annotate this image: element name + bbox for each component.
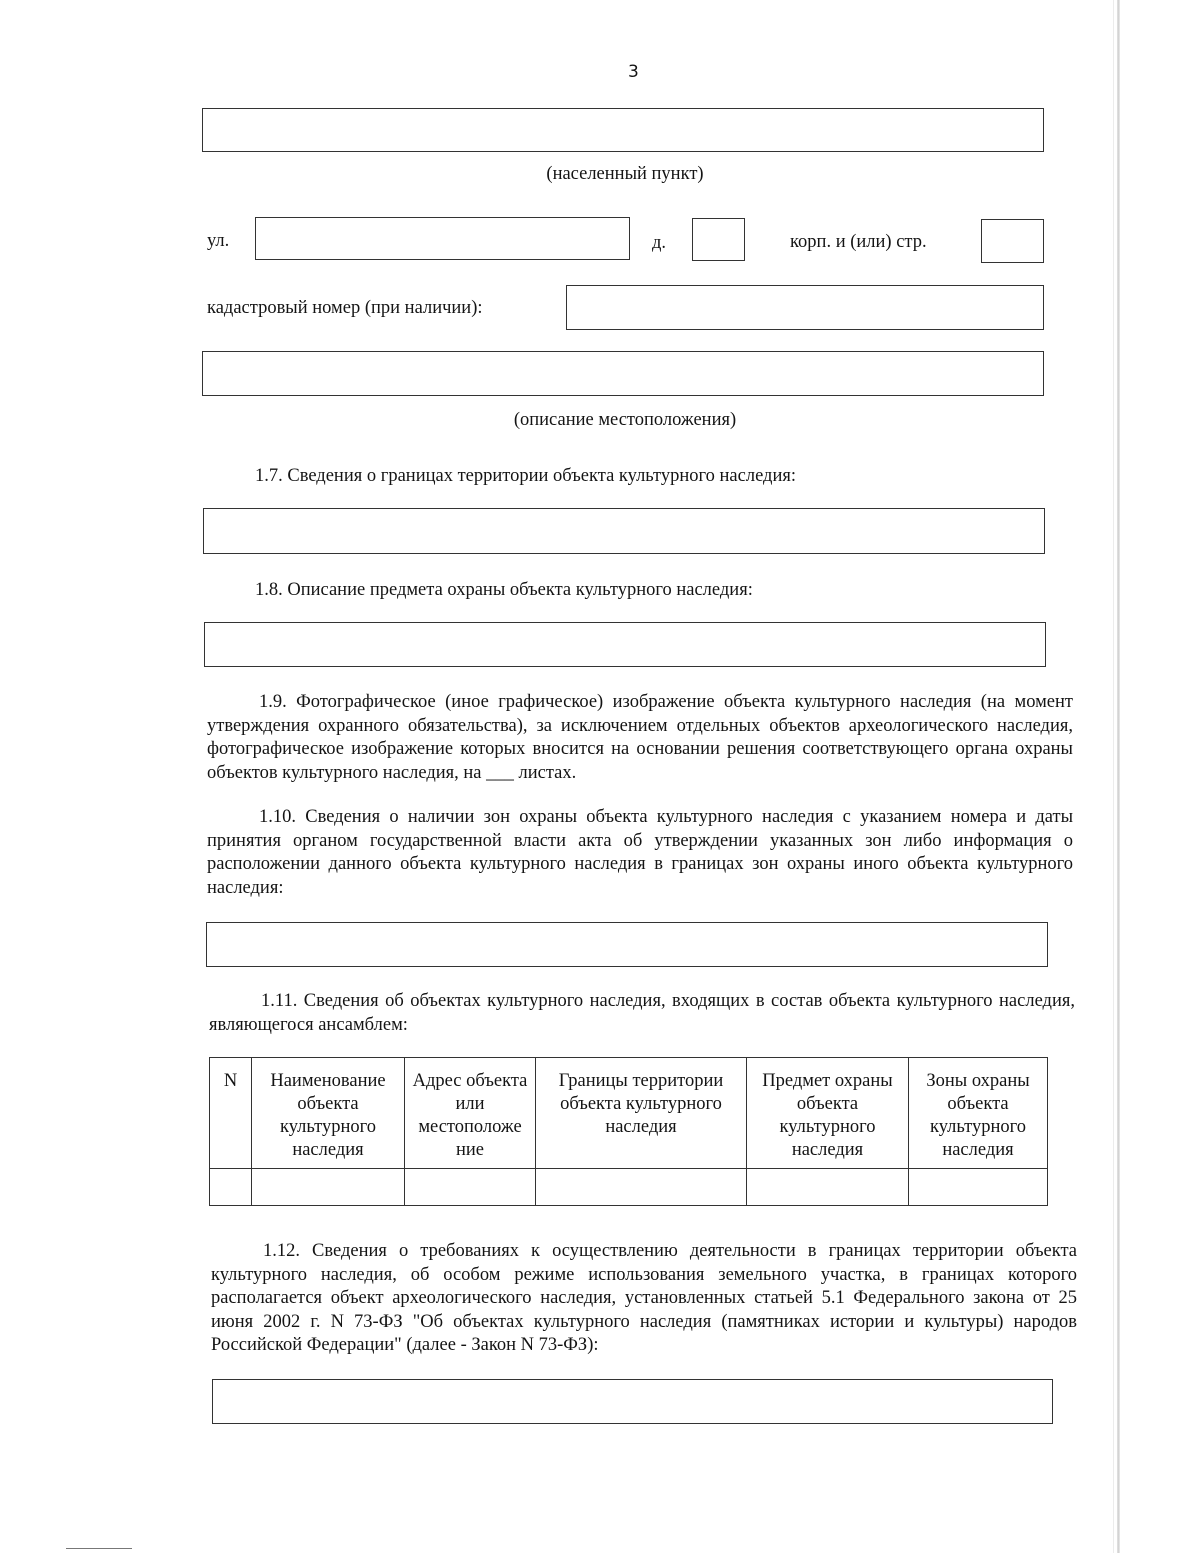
location-description-field[interactable] xyxy=(202,351,1044,396)
table-cell-name[interactable] xyxy=(252,1169,405,1206)
house-field[interactable] xyxy=(692,218,745,261)
table-header-row xyxy=(210,1058,1048,1169)
section-1-9-text: 1.9. Фотографическое (иное графическое) изображение объекта культурного наследия (на момент утверждения охранного обязательства), за исключением отдельных объектов археологического наследия, фотографическое изображение которых вносится на основании решения соответствующего органа охраны объектов культурного наследия, на ___ листах. xyxy=(207,692,1073,783)
section-1-12-paragraph xyxy=(211,1240,1077,1358)
table-cell-address[interactable] xyxy=(405,1169,536,1206)
footnote-divider xyxy=(66,1548,132,1549)
section-1-8-heading: 1.8. Описание предмета охраны объекта культурного наследия: xyxy=(255,580,753,600)
column-header-name: Наименование объекта культурного наследия xyxy=(252,1058,405,1169)
section-1-10-text: 1.10. Сведения о наличии зон охраны объекта культурного наследия с указанием номера и даты принятия органом государственной власти акта об утверждении указанных зон либо информация о расположении данного объекта культурного наследия в границах зон охраны иного объекта культурного наследия: xyxy=(207,807,1073,898)
scan-edge-line xyxy=(1113,0,1114,1553)
street-label: ул. xyxy=(207,231,230,251)
section-1-12-field[interactable] xyxy=(212,1379,1053,1424)
section-1-11-text: 1.11. Сведения об объектах культурного наследия, входящих в состав объекта культурного наследия, являющегося ансамблем: xyxy=(209,991,1075,1035)
table-cell-protection-subject[interactable] xyxy=(747,1169,909,1206)
table-cell-boundaries[interactable] xyxy=(536,1169,747,1206)
column-header-protection-subject: Предмет охраны объекта культурного наследия xyxy=(747,1058,909,1169)
section-1-8-field[interactable] xyxy=(204,622,1046,667)
page-number: 3 xyxy=(628,62,639,82)
table-cell-protection-zones[interactable] xyxy=(909,1169,1048,1206)
section-1-12-text: 1.12. Сведения о требованиях к осуществлению деятельности в границах территории объекта культурного наследия, об особом режиме использования земельного участка, в границах которого располагается объект археологического наследия, установленных статьей 5.1 Федерального закона от 25 июня 2002 г. N 73-ФЗ "Об объектах культурного наследия (памятниках истории и культуры) народов Российской Федерации" (далее - Закон N 73-ФЗ): xyxy=(211,1241,1077,1355)
scan-edge-shadow xyxy=(1117,0,1120,1553)
table-row xyxy=(210,1169,1048,1206)
house-label: д. xyxy=(652,233,667,253)
section-1-9-paragraph xyxy=(207,691,1073,785)
cadastral-label: кадастровый номер (при наличии): xyxy=(207,298,483,318)
street-field[interactable] xyxy=(255,217,630,260)
settlement-field[interactable] xyxy=(202,108,1044,152)
section-1-7-field[interactable] xyxy=(203,508,1045,554)
column-header-number: N xyxy=(210,1058,252,1169)
ensemble-objects-table xyxy=(209,1057,1048,1206)
column-header-boundaries: Границы территории объекта культурного наследия xyxy=(536,1058,747,1169)
column-header-protection-zones: Зоны охраны объекта культурного наследия xyxy=(909,1058,1048,1169)
column-header-address: Адрес объекта или местоположе ние xyxy=(405,1058,536,1169)
section-1-11-paragraph xyxy=(209,990,1075,1037)
table-cell-number[interactable] xyxy=(210,1169,252,1206)
settlement-caption: (населенный пункт) xyxy=(546,164,704,184)
building-label: корп. и (или) стр. xyxy=(790,232,927,252)
location-description-caption: (описание местоположения) xyxy=(513,410,737,430)
section-1-10-paragraph xyxy=(207,806,1073,900)
section-1-7-heading: 1.7. Сведения о границах территории объекта культурного наследия: xyxy=(255,466,797,486)
building-field[interactable] xyxy=(981,219,1044,263)
section-1-10-field[interactable] xyxy=(206,922,1048,967)
cadastral-field[interactable] xyxy=(566,285,1044,330)
